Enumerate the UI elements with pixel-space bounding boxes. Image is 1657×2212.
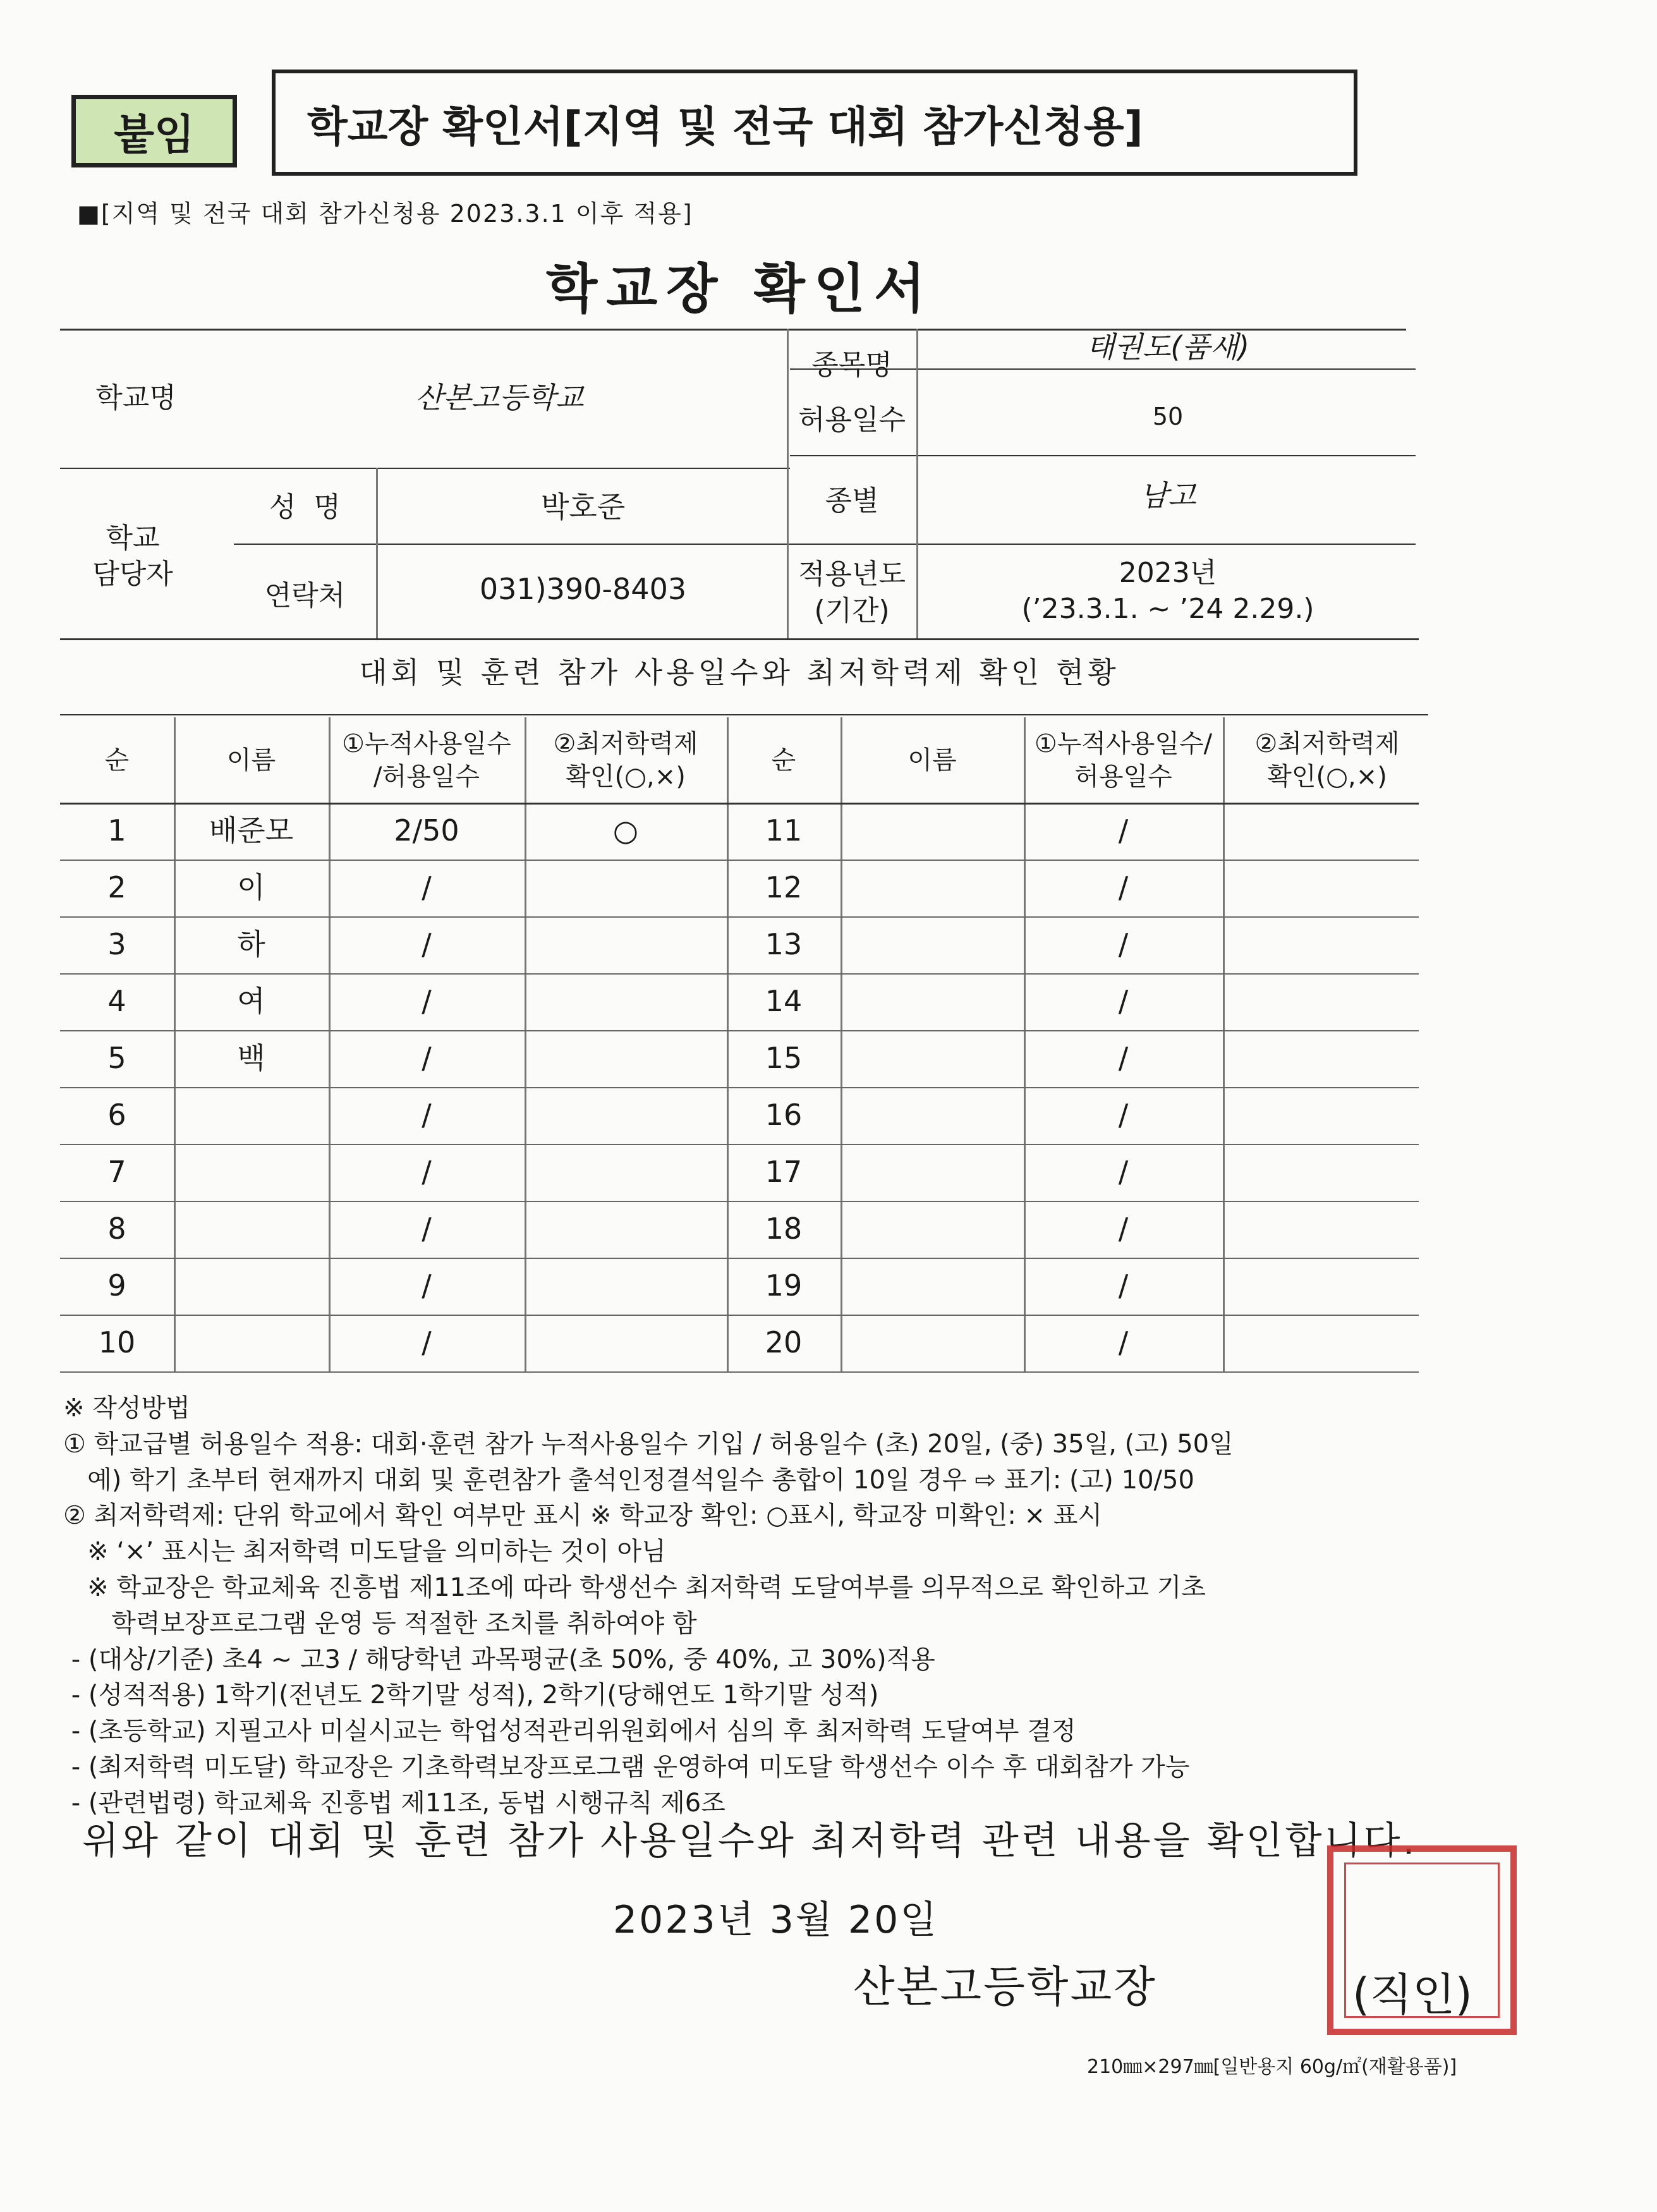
table-cell: /	[1118, 1212, 1129, 1246]
year-label: 적용년도 (기간)	[798, 558, 906, 627]
table-cell: /	[422, 1041, 432, 1076]
table-cell: /	[422, 1155, 432, 1189]
table-cell	[525, 1315, 727, 1371]
table-cell	[841, 1087, 1024, 1144]
table-cell: 10	[98, 1325, 136, 1360]
instruction-line: 예) 학기 초부터 현재까지 대회 및 훈련참가 출석인정결석일수 총합이 10일 경우 ⇨ 표기: (고) 10/50	[63, 1465, 1194, 1495]
table-cell	[841, 803, 1024, 860]
table-cell	[525, 973, 727, 1030]
instruction-line: ① 학교급별 허용일수 적용: 대회·훈련 참가 누적사용일수 기입 / 허용일수 (초) 20일, (중) 35일, (고) 50일	[63, 1429, 1234, 1459]
table-cell	[1223, 1030, 1431, 1087]
rule	[376, 468, 378, 638]
closing-statement: 위와 같이 대회 및 훈련 참가 사용일수와 최저학력 관련 내용을 확인합니다.	[82, 1819, 1417, 1863]
school-name-label: 학교명	[95, 382, 176, 415]
event-label: 종목명	[811, 348, 892, 381]
table-cell: 11	[765, 813, 803, 848]
table-header-cell: 이름	[226, 745, 276, 775]
table-cell: ○	[612, 813, 639, 848]
instruction-line: 학력보장프로그램 운영 등 적절한 조치를 취하여야 함	[63, 1608, 697, 1638]
table-cell: /	[422, 870, 432, 905]
instructions	[63, 1390, 1504, 1821]
gender-value: 남고	[1139, 478, 1196, 513]
table-header-cell: 순	[104, 745, 130, 775]
table-cell	[1223, 973, 1431, 1030]
table-cell	[1223, 860, 1431, 916]
table-cell	[841, 860, 1024, 916]
table-cell: /	[422, 1098, 432, 1133]
table-cell: /	[1118, 1155, 1129, 1189]
rule	[60, 1371, 1419, 1373]
table-cell	[841, 1201, 1024, 1258]
table-cell: /	[1118, 927, 1129, 962]
instruction-line: - (초등학교) 지필고사 미실시교는 학업성적관리위원회에서 심의 후 최저학력 도달여부 결정	[63, 1717, 1076, 1746]
instruction-line: - (성적적용) 1학기(전년도 2학기말 성적), 2학기(당해연도 1학기말 성적)	[63, 1680, 879, 1710]
form-title-box	[272, 70, 1357, 176]
table-cell	[1223, 1201, 1431, 1258]
section-title: 대회 및 훈련 참가 사용일수와 최저학력제 확인 현황	[359, 655, 1120, 690]
principal-signature: 산본고등학교장	[853, 1962, 1157, 2012]
table-cell	[841, 973, 1024, 1030]
instruction-line: ※ 작성방법	[63, 1394, 190, 1423]
year-value: 2023년 (’23.3.1. ~ ’24 2.29.)	[1021, 556, 1314, 625]
event-value: 태권도(품새)	[1086, 330, 1250, 365]
table-header-cell: ②최저학력제 확인(○,×)	[1254, 729, 1400, 791]
issue-date: 2023년 3월 20일	[613, 1898, 939, 1942]
table-cell: /	[1118, 870, 1129, 905]
table-cell	[841, 1315, 1024, 1371]
table-cell: /	[422, 1212, 432, 1246]
instruction-line: ※ ‘×’ 표시는 최저학력 미도달을 의미하는 것이 아님	[63, 1537, 666, 1567]
table-cell: 3	[107, 927, 126, 962]
rule	[60, 714, 1428, 715]
table-cell	[174, 1144, 329, 1201]
table-cell	[1223, 1144, 1431, 1201]
phone-label: 연락처	[264, 579, 346, 612]
gender-label: 종별	[825, 484, 879, 517]
table-cell	[174, 1201, 329, 1258]
table-cell	[1223, 916, 1431, 973]
table-cell: /	[1118, 1041, 1129, 1076]
table-cell	[841, 1144, 1024, 1201]
table-header-cell: ②최저학력제 확인(○,×)	[553, 729, 698, 791]
table-cell: 16	[765, 1098, 803, 1133]
table-cell: 14	[765, 984, 803, 1019]
table-cell: 5	[107, 1041, 126, 1076]
phone-value: 031)390-8403	[479, 571, 687, 606]
table-cell: /	[1118, 1268, 1129, 1303]
table-cell: 17	[765, 1155, 803, 1189]
table-header-cell: 이름	[907, 745, 957, 775]
instruction-line: - (대상/기준) 초4 ~ 고3 / 해당학년 과목평균(초 50%, 중 40%, 고 30%)적용	[63, 1644, 935, 1674]
allowed-days-label: 허용일수	[798, 404, 906, 437]
attachment-tag: 붙임	[71, 95, 237, 167]
table-cell	[174, 1087, 329, 1144]
stamp-label: (직인)	[1352, 1969, 1472, 2021]
table-cell: /	[422, 1325, 432, 1360]
table-cell: 2/50	[394, 813, 459, 848]
manager-name-label: 성 명	[269, 490, 341, 523]
instruction-line: ※ 학교장은 학교체육 진흥법 제11조에 따라 학생선수 최저학력 도달여부를 의무적으로 확인하고 기초	[63, 1572, 1206, 1602]
rule	[60, 638, 1419, 640]
table-cell	[525, 1087, 727, 1144]
table-cell	[1223, 1315, 1431, 1371]
rule	[60, 468, 790, 469]
table-cell: /	[422, 1268, 432, 1303]
table-cell: 15	[765, 1041, 803, 1076]
rule	[790, 455, 1416, 456]
table-cell: /	[1118, 984, 1129, 1019]
school-name-value: 산본고등학교	[415, 380, 584, 415]
instruction-line: ② 최저학력제: 단위 학교에서 확인 여부만 표시 ※ 학교장 확인: ○표시, 학교장 미확인: × 표시	[63, 1501, 1103, 1531]
table-cell: 여	[237, 984, 265, 1019]
table-cell: 7	[107, 1155, 126, 1189]
table-cell	[525, 860, 727, 916]
table-cell	[841, 916, 1024, 973]
table-cell	[525, 1030, 727, 1087]
table-header-cell: ①누적사용일수 /허용일수	[342, 729, 511, 791]
allowed-days-value: 50	[1152, 403, 1184, 431]
table-cell: 20	[765, 1325, 803, 1360]
table-cell: 1	[107, 813, 126, 848]
table-cell: /	[1118, 1098, 1129, 1133]
application-note: ■[지역 및 전국 대회 참가신청용 2023.3.1 이후 적용]	[77, 200, 693, 228]
table-cell: /	[1118, 1325, 1129, 1360]
table-cell: 12	[765, 870, 803, 905]
table-cell	[525, 1144, 727, 1201]
table-cell: 백	[237, 1041, 265, 1076]
table-cell: 4	[107, 984, 126, 1019]
table-cell: 19	[765, 1268, 803, 1303]
table-cell	[841, 1030, 1024, 1087]
paper-spec: 210㎜×297㎜[일반용지 60g/㎡(재활용품)]	[1087, 2056, 1457, 2078]
table-cell: 하	[237, 927, 265, 962]
table-cell: 6	[107, 1098, 126, 1133]
table-cell: 배준모	[209, 813, 294, 848]
document-title: 학교장 확인서	[545, 258, 935, 320]
table-cell	[525, 1201, 727, 1258]
manager-name-value: 박호준	[540, 489, 626, 524]
table-cell	[1223, 1087, 1431, 1144]
table-cell	[525, 916, 727, 973]
table-cell	[525, 1258, 727, 1315]
table-cell: 18	[765, 1212, 803, 1246]
table-cell: /	[1118, 813, 1129, 848]
table-cell: 2	[107, 870, 126, 905]
table-header-cell: ①누적사용일수/ 허용일수	[1034, 729, 1213, 791]
table-cell	[174, 1315, 329, 1371]
table-cell: /	[422, 927, 432, 962]
table-header-cell: 순	[771, 745, 796, 775]
table-cell	[841, 1258, 1024, 1315]
table-cell: 이	[237, 870, 265, 905]
instruction-line: - (최저학력 미도달) 학교장은 기초학력보장프로그램 운영하여 미도달 학생선수 이수 후 대회참가 가능	[63, 1752, 1190, 1782]
table-cell: 9	[107, 1268, 126, 1303]
table-cell	[174, 1258, 329, 1315]
table-cell: 13	[765, 927, 803, 962]
instruction-line: - (관련법령) 학교체육 진흥법 제11조, 동법 시행규칙 제6조	[63, 1788, 725, 1818]
table-cell	[1223, 1258, 1431, 1315]
table-cell: /	[422, 984, 432, 1019]
table-cell: 8	[107, 1212, 126, 1246]
contact-group-label: 학교 담당자	[92, 521, 173, 590]
form-title: 학교장 확인서[지역 및 전국 대회 참가신청용]	[307, 102, 1143, 151]
table-cell	[1223, 803, 1431, 860]
